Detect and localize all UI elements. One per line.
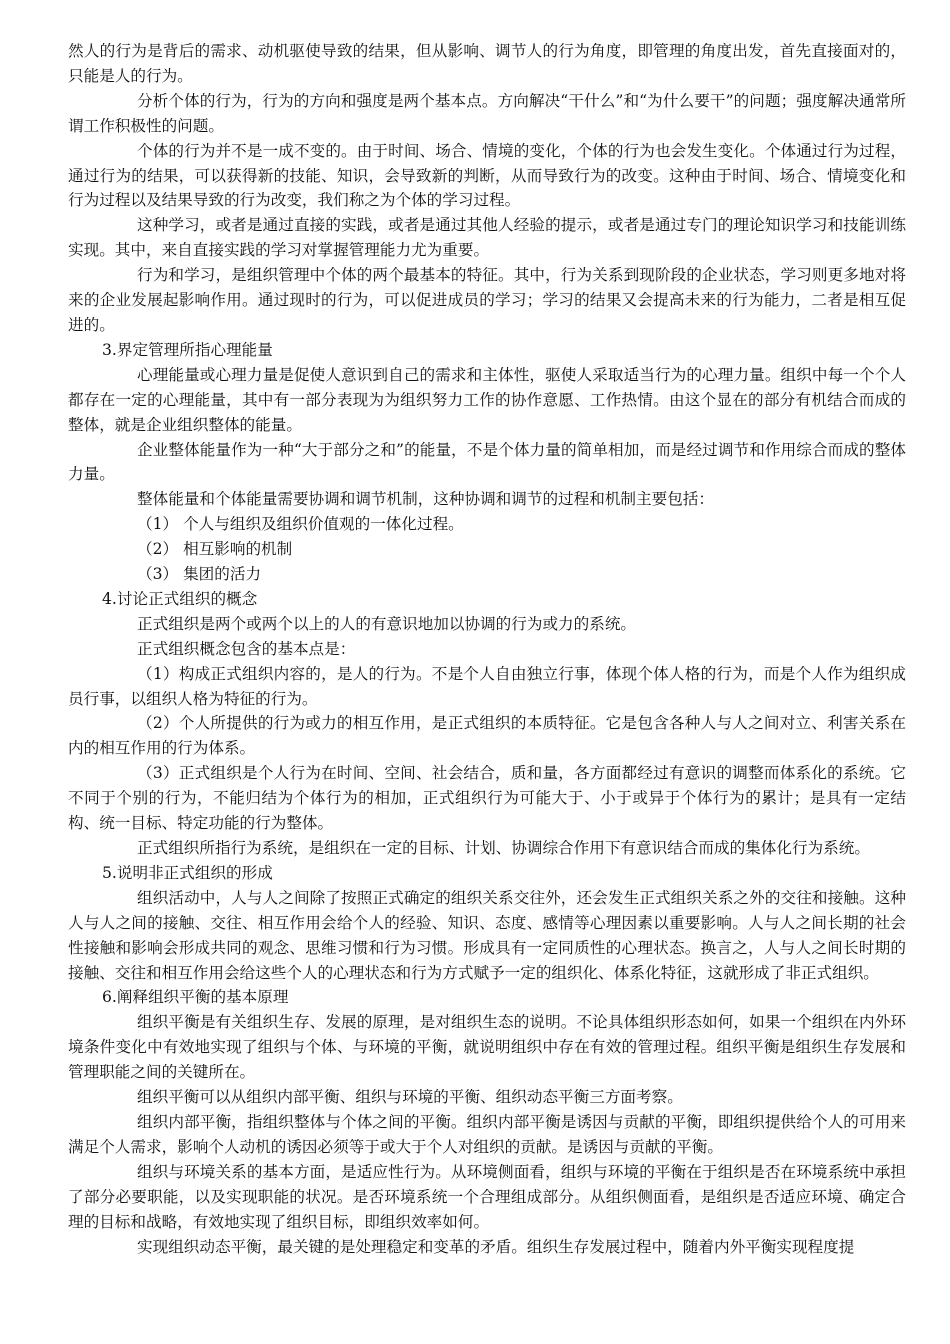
point-item-3: （3）正式组织是个人行为在时间、空间、社会结合，质和量，各方面都经过有意识的调整而体系化的系统。它不同于个别的行为，不能归结为个体行为的相加，正式组织行为可能大于、小于或异于个体行为的累计；是具有一定结构、统一目标、特定功能的行为整体。	[68, 764, 906, 833]
paragraph-environment-balance: 组织与环境关系的基本方面，是适应性行为。从环境侧面看，组织与环境的平衡在于组织是否在环境系统中承担了部分必要职能，以及实现职能的状况。是否环境系统一个合理组成部分。从组织侧面看，是组织是否适应环境、确定合理的目标和战略，有效地实现了组织目标，即组织效率如何。	[68, 1162, 906, 1231]
section-heading-3: 3.界定管理所指心理能量	[102, 340, 273, 359]
paragraph-behavior-continued: 然人的行为是背后的需求、动机驱使导致的结果，但从影响、调节人的行为角度，即管理的角度出发，首先直接面对的，只能是人的行为。	[68, 42, 906, 85]
paragraph-overall-energy: 企业整体能量作为一种“大于部分之和”的能量，不是个体力量的简单相加，而是经过调节和作用综合而成的整体力量。	[68, 440, 906, 484]
paragraph-learning-ways: 这种学习，或者是通过直接的实践，或者是通过其他人经验的提示，或者是通过专门的理论知识学习和技能训练实现。其中，来自直接实践的学习对掌握管理能力尤为重要。	[68, 216, 906, 260]
section-heading-4: 4.讨论正式组织的概念	[102, 589, 258, 608]
paragraph-behavior-learning: 行为和学习，是组织管理中个体的两个最基本的特征。其中，行为关系到现阶段的企业状态，学习则更多地对将来的企业发展起影响作用。通过现时的行为，可以促进成员的学习；学习的结果又会提高未来的行为能力，二者是相互促进的。	[68, 266, 906, 334]
paragraph-behavior-change: 个体的行为并不是一成不变的。由于时间、场合、情境的变化，个体的行为也会发生变化。个体通过行为过程，通过行为的结果，可以获得新的技能、知识，会导致新的判断，从而导致行为的改变。这种由于时间、场合、情境变化和行为过程以及结果导致的行为改变，我们称之为个体的学习过程。	[68, 141, 906, 210]
paragraph-coordination-mechanism: 整体能量和个体能量需要协调和调节机制，这种协调和调节的过程和机制主要包括：	[137, 490, 714, 509]
paragraph-behavior-direction: 分析个体的行为，行为的方向和强度是两个基本点。方向解决“干什么”和“为什么要干”的问题；强度解决通常所谓工作积极性的问题。	[68, 91, 906, 135]
list-item-3: （3） 集团的活力	[137, 565, 262, 584]
section-heading-6: 6.阐释组织平衡的基本原理	[102, 988, 289, 1007]
paragraph-dynamic-balance: 实现组织动态平衡，最关键的是处理稳定和变革的矛盾。组织生存发展过程中，随着内外平衡实现程度提	[137, 1237, 855, 1256]
paragraph-formal-organization-points: 正式组织概念包含的基本点是：	[137, 639, 356, 658]
point-item-1: （1）构成正式组织内容的，是人的行为。不是个人自由独立行事，体现个体人格的行为，而是个人作为组织成员行事，以组织人格为特征的行为。	[68, 664, 906, 708]
paragraph-formal-behavior-system: 正式组织所指行为系统，是组织在一定的目标、计划、协调综合作用下有意识结合而成的集体化行为系统。	[137, 839, 870, 857]
paragraph-psychological-energy: 心理能量或心理力量是促使人意识到自己的需求和主体性，驱使人采取适当行为的心理力量。组织中每一个个人都存在一定的心理能量，其中有一部分表现为为组织努力工作的协作意愿、工作热情。由这个显在的部分有机结合而成的整体，就是企业组织整体的能量。	[68, 365, 906, 434]
list-item-2: （2） 相互影响的机制	[137, 540, 293, 559]
paragraph-informal-organization: 组织活动中，人与人之间除了按照正式确定的组织关系交往外，还会发生正式组织关系之外的交往和接触。这种人与人之间的接触、交往、相互作用会给个人的经验、知识、态度、感情等心理因素以重要影响。人与人之间长期的社会性接触和影响会形成共同的观念、思维习惯和行为习惯。形成具有一定同质性的心理状态。换言之，人与人之间长时期的接触、交往和相互作用会给这些个人的心理状态和行为方式赋予一定的组织化、体系化特征，这就形成了非正式组织。	[68, 888, 906, 982]
paragraph-balance-aspects: 组织平衡可以从组织内部平衡、组织与环境的平衡、组织动态平衡三方面考察。	[137, 1088, 683, 1107]
paragraph-formal-organization-definition: 正式组织是两个或两个以上的人的有意识地加以协调的行为或力的系统。	[137, 614, 637, 633]
list-item-1: （1） 个人与组织及组织价值观的一体化过程。	[137, 515, 464, 534]
section-heading-5: 5.说明非正式组织的形成	[102, 863, 273, 882]
point-item-2: （2）个人所提供的行为或力的相互作用，是正式组织的本质特征。它是包含各种人与人之间对立、利害关系在内的相互作用的行为体系。	[68, 714, 906, 758]
paragraph-internal-balance: 组织内部平衡，指组织整体与个体之间的平衡。组织内部平衡是诱因与贡献的平衡，即组织提供给个人的可用来满足个人需求，影响个人动机的诱因必须等于或大于个人对组织的贡献。是诱因与贡献的平衡。	[68, 1112, 906, 1156]
paragraph-organization-balance: 组织平衡是有关组织生存、发展的原理，是对组织生态的说明。不论具体组织形态如何，如果一个组织在内外环境条件变化中有效地实现了组织与个体、与环境的平衡，就说明组织中存在有效的管理过程。组织平衡是组织生存发展和管理职能之间的关键所在。	[68, 1013, 906, 1082]
